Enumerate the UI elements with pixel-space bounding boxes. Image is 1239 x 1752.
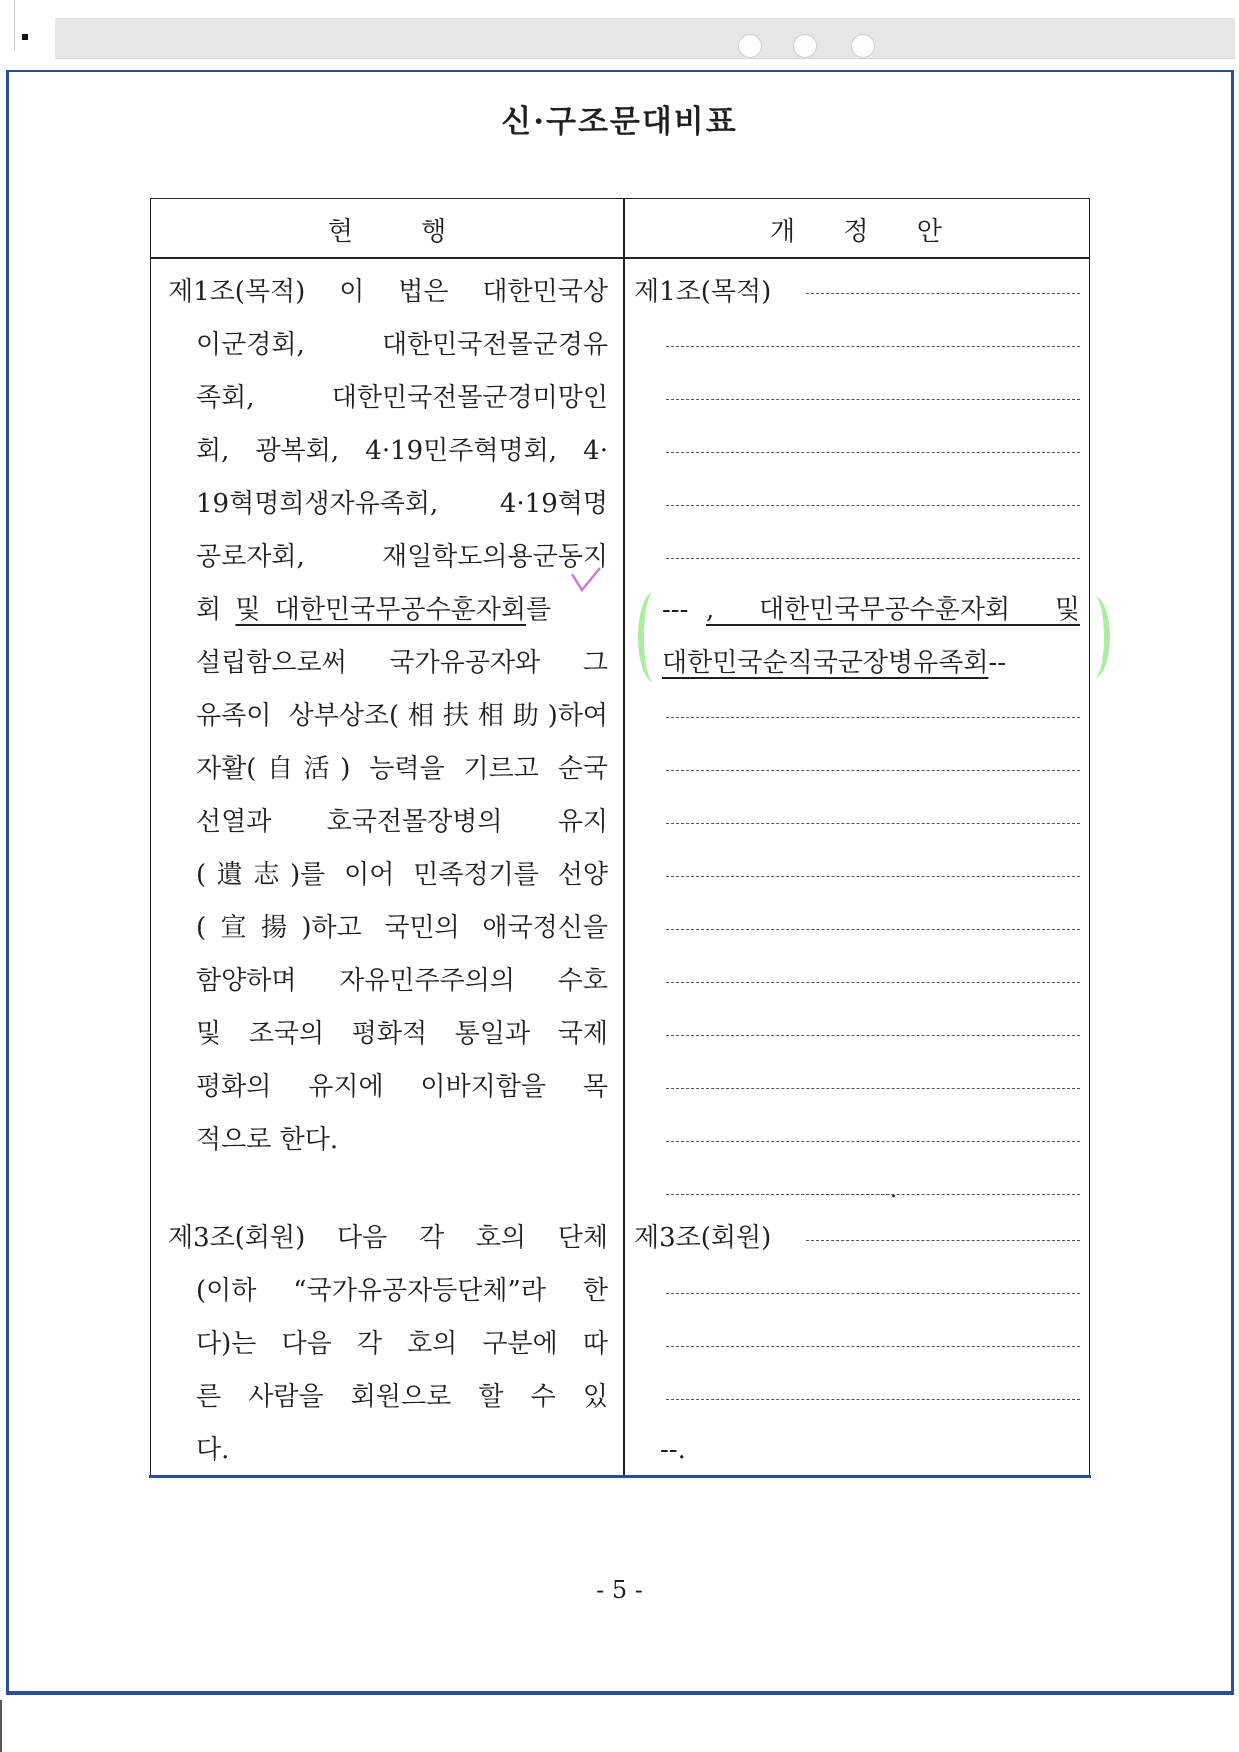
article-1-end: . bbox=[890, 1178, 897, 1203]
current-article-3-body bbox=[168, 1212, 608, 1472]
scan-mark bbox=[22, 34, 28, 40]
page-edge-bottom bbox=[0, 1700, 2, 1752]
page-frame-bottom bbox=[6, 1692, 1234, 1695]
text-line: 회 및 대한민국무공수훈자회를 bbox=[196, 595, 552, 625]
text-line: 설립함으로써 국가유공자와 그 bbox=[196, 648, 608, 678]
continuation-dash-line bbox=[666, 823, 1080, 824]
continuation-dash-line bbox=[666, 982, 1080, 983]
continuation-dash-line bbox=[666, 1141, 1080, 1142]
text-line: (遺志)를 이어 민족정기를 선양 bbox=[196, 860, 608, 890]
binder-hole bbox=[793, 34, 817, 58]
continuation-dash-line bbox=[666, 399, 1080, 400]
continuation-dash-line bbox=[666, 346, 1080, 347]
text-line: 유족이 상부상조(相扶相助)하여 bbox=[196, 701, 608, 731]
continuation-dash-line bbox=[666, 1346, 1080, 1347]
binder-hole bbox=[851, 34, 875, 58]
proposed-article-3-heading: 제3조(회원) bbox=[634, 1223, 772, 1253]
header-current: 현 행 bbox=[327, 217, 447, 247]
text-line: 제1조(목적) 이 법은 대한민국상 bbox=[168, 277, 608, 307]
continuation-dash-line bbox=[666, 558, 1080, 559]
text-line: 함양하며 자유민주주의의 수호 bbox=[196, 966, 608, 996]
continuation-dash-line bbox=[806, 1240, 1080, 1241]
continuation-dash-line bbox=[666, 770, 1080, 771]
highlight-bracket-right bbox=[1078, 596, 1110, 678]
page-number: - 5 - bbox=[596, 1576, 643, 1604]
check-mark-icon bbox=[568, 564, 604, 598]
text-line: 19혁명희생자유족회, 4·19혁명 bbox=[196, 489, 608, 519]
document-title: 신·구조문대비표 bbox=[501, 104, 738, 140]
continuation-dash-line bbox=[666, 1035, 1080, 1036]
text-line: 적으로 한다. bbox=[196, 1125, 339, 1155]
continuation-dash-line bbox=[666, 1293, 1080, 1294]
continuation-dash-line bbox=[666, 717, 1080, 718]
text-line: 다. bbox=[196, 1435, 230, 1465]
text-line: 이군경회, 대한민국전몰군경유 bbox=[196, 330, 608, 360]
highlight-bracket-left bbox=[638, 592, 670, 682]
column-divider bbox=[623, 199, 625, 1475]
text-line: 자활(自活) 능력을 기르고 순국 bbox=[196, 754, 608, 784]
article-3-end: --. bbox=[660, 1435, 686, 1465]
binder-hole bbox=[738, 34, 762, 58]
text-line: 족회, 대한민국전몰군경미망인 bbox=[196, 383, 608, 413]
binder-strip bbox=[55, 18, 1235, 59]
amendment-line-1: , 대한민국무공수훈자회 및 bbox=[706, 595, 1080, 625]
proposed-article-1-heading: 제1조(목적) bbox=[634, 277, 772, 307]
page-edge bbox=[0, 0, 15, 50]
text-line: 및 조국의 평화적 통일과 국제 bbox=[196, 1019, 608, 1049]
amendment-line-2: 대한민국순직국군장병유족회-- bbox=[662, 648, 1007, 678]
text-line: (이하 “국가유공자등단체”라 한 bbox=[196, 1276, 608, 1306]
current-article-1-body bbox=[168, 266, 608, 1166]
text-line: 다)는 다음 각 호의 구분에 따 bbox=[196, 1329, 608, 1359]
continuation-dash-line bbox=[666, 929, 1080, 930]
continuation-dash-line bbox=[666, 505, 1080, 506]
continuation-dash-line bbox=[806, 293, 1080, 294]
continuation-dash-line bbox=[666, 1194, 894, 1195]
continuation-dash-line bbox=[666, 1088, 1080, 1089]
amendment-prefix: --- bbox=[662, 595, 689, 625]
text-line: 회, 광복회, 4·19민주혁명회, 4· bbox=[196, 436, 608, 466]
text-line: 평화의 유지에 이바지함을 목 bbox=[196, 1072, 608, 1102]
text-line: 제3조(회원) 다음 각 호의 단체 bbox=[168, 1223, 608, 1253]
text-line: (宣揚)하고 국민의 애국정신을 bbox=[196, 913, 608, 943]
text-line: 선열과 호국전몰장병의 유지 bbox=[196, 807, 608, 837]
continuation-dash-line bbox=[666, 452, 1080, 453]
header-divider bbox=[151, 257, 1089, 259]
text-line: 공로자회, 재일학도의용군동지 bbox=[196, 542, 608, 572]
continuation-dash-line bbox=[666, 876, 1080, 877]
header-proposed: 개 정 안 bbox=[770, 217, 942, 247]
text-line: 른 사람을 회원으로 할 수 있 bbox=[196, 1382, 608, 1412]
continuation-dash-line bbox=[666, 1399, 1080, 1400]
